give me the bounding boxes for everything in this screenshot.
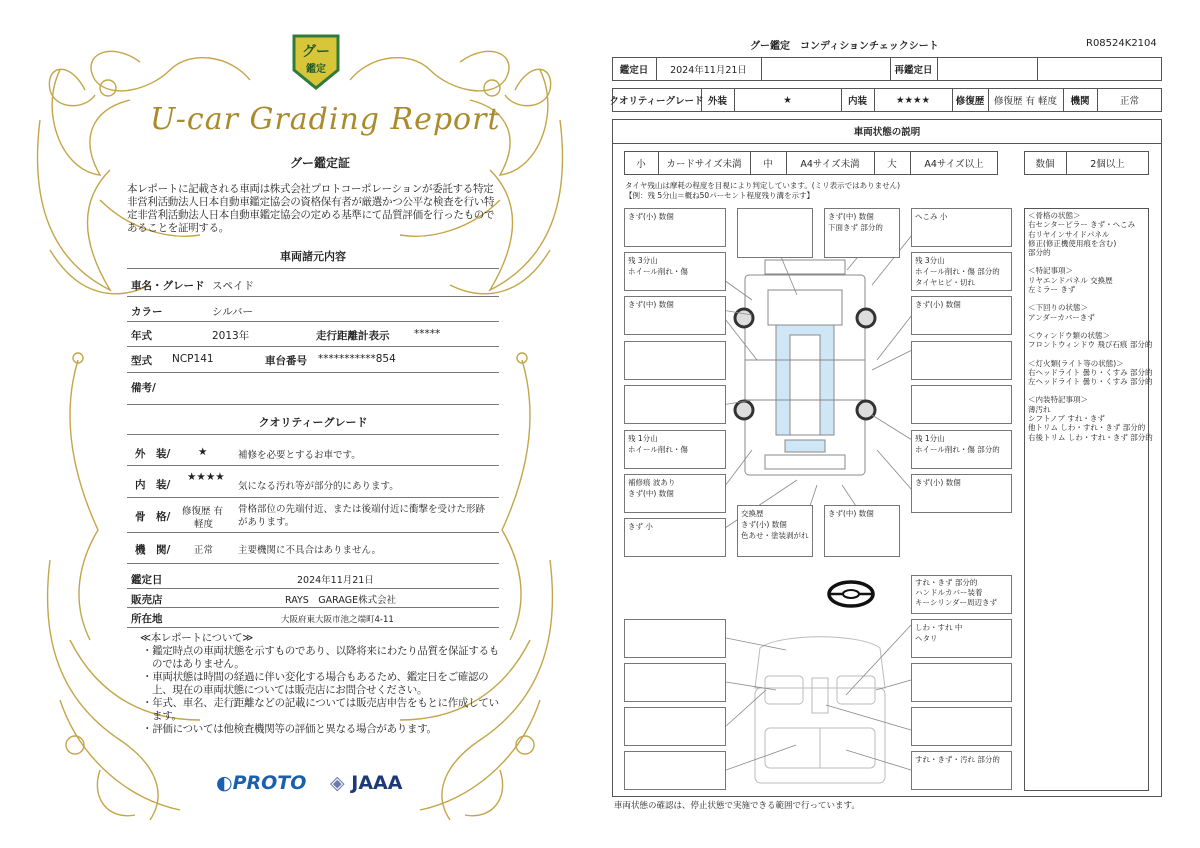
year-label: 年式 bbox=[131, 330, 152, 342]
svg-text:鑑定: 鑑定 bbox=[306, 64, 326, 75]
interior-damage-box bbox=[911, 707, 1012, 746]
quality-section-title: クオリティーグレード bbox=[258, 416, 368, 429]
recheck-date-label: 再鑑定日 bbox=[894, 65, 933, 76]
interior-damage-box: すれ・きず 部分的 ハンドルカバー装着 キーシリンダー周辺きず bbox=[911, 575, 1012, 614]
count-value: 2個以上 bbox=[1090, 159, 1125, 170]
check-date-value: 2024年11月21日 bbox=[670, 65, 747, 76]
damage-box bbox=[911, 341, 1012, 380]
divider bbox=[127, 588, 499, 589]
notice-item: ・車両状態は時間の経過に伴い変化する場合もあるため、鑑定日をご確認の上、現在の車両状態については販売店にお問合せください。 bbox=[142, 671, 489, 696]
exterior-value: ★ bbox=[783, 94, 792, 106]
interior-stars: ★★★★ bbox=[187, 471, 225, 483]
interior-damage-box: すれ・きず・汚れ 部分的 bbox=[911, 751, 1012, 790]
mileage-value: ***** bbox=[414, 328, 441, 340]
divider bbox=[127, 268, 499, 269]
condition-notes: ＜骨格の状態＞ 右センターピラー きず・へこみ 右リヤインサイドパネル 修正(修正機使用痕を含む) 部分的 ＜特記事項＞ リヤエンドパネル 交換歴 左ミラー きず ＜下回りの状態＞ アンダーカバーきず ＜ウィンドウ類の状態＞ フロントウィンドウ 飛び石痕 部分的 ＜灯火類(ライト等の状態)＞ 右ヘッドライト 曇り・くすみ 部分的 左ヘッドライト 曇り・くすみ 部分的 ＜内装特記事項＞ 薄汚れ シフトノブ すれ・きず 他トリム しわ・すれ・きず 部分的 右後トリム しわ・すれ・きず 部分的 bbox=[1028, 211, 1153, 442]
tire-note-2: 【例：残 5分山＝概ね50パーセント程度残り溝を示す】 bbox=[625, 191, 815, 200]
certificate-title: グー鑑定証 bbox=[289, 156, 350, 170]
frame-value-1: 修復歴 有 bbox=[182, 506, 224, 517]
chassis-value: ***********854 bbox=[318, 353, 396, 365]
date-label: 鑑定日 bbox=[131, 574, 163, 586]
certificate-body: 本レポートに記載される車両は株式会社プロトコーポレーションが委託する特定非営利活動法人日本自動車鑑定協会の資格保有者が厳選かつ公平な検査を行い特定非営利活動法人日本自動車鑑定協会の定める基準にて品質評価を行ったものであることを証明する。 bbox=[127, 183, 495, 234]
divider bbox=[127, 465, 499, 466]
interior-damage-box bbox=[911, 663, 1012, 702]
size-large-desc: A4サイズ以上 bbox=[924, 159, 984, 170]
chassis-label: 車台番号 bbox=[265, 355, 307, 367]
proto-logo: ◐PROTO bbox=[216, 772, 307, 794]
repair-history-value: 修復歴 有 軽度 bbox=[993, 96, 1058, 107]
interior-label: 内装 bbox=[847, 96, 867, 107]
interior-leader-lines bbox=[726, 620, 916, 780]
damage-box: きず(小) 数個 bbox=[911, 296, 1012, 335]
damage-box bbox=[624, 385, 726, 424]
size-large: 大 bbox=[887, 159, 897, 170]
notice-item: ・評価については他検査機関等の評価と異なる場合があります。 bbox=[142, 723, 437, 735]
interior-damage-box bbox=[624, 619, 726, 658]
check-date-label: 鑑定日 bbox=[619, 65, 649, 76]
dealer-value: RAYS GARAGE株式会社 bbox=[285, 595, 397, 606]
engine-label: 機関 bbox=[1070, 96, 1090, 107]
color-label: カラー bbox=[131, 306, 163, 318]
interior-value: ★★★★ bbox=[895, 94, 931, 106]
notice-item: ・鑑定時点の車両状態を示すものであり、以降将来にわたり品質を保証するものではありません。 bbox=[142, 645, 499, 670]
model-value: NCP141 bbox=[172, 353, 214, 365]
size-small-desc: カードサイズ未満 bbox=[666, 159, 742, 170]
report-id: R08524K2104 bbox=[1086, 38, 1157, 49]
mileage-label: 走行距離計表示 bbox=[316, 330, 390, 342]
damage-box: きず(中) 数個 bbox=[824, 505, 900, 557]
address-label: 所在地 bbox=[131, 613, 163, 625]
footer-note: 車両状態の確認は、停止状態で実施できる範囲で行っています。 bbox=[614, 801, 860, 811]
svg-text:グー: グー bbox=[302, 44, 330, 60]
interior-label: 内 装/ bbox=[135, 479, 171, 491]
damage-box: きず(小) 数個 bbox=[911, 474, 1012, 513]
engine-label: 機 関/ bbox=[135, 544, 171, 556]
interior-damage-box bbox=[624, 663, 726, 702]
steering-wheel-icon bbox=[826, 578, 876, 610]
report-script-title: U-car Grading Report bbox=[150, 102, 501, 137]
damage-box: きず(小) 数個 bbox=[624, 208, 726, 247]
damage-box: 残 1分山 ホイール削れ・傷 bbox=[624, 430, 726, 469]
exterior-stars: ★ bbox=[198, 446, 208, 458]
divider bbox=[127, 563, 499, 564]
jaaa-logo: ◈ JAAA bbox=[330, 772, 403, 794]
engine-desc: 主要機関に不具合はありません。 bbox=[238, 545, 382, 556]
notice-title: ≪本レポートについて≫ bbox=[140, 632, 253, 644]
interior-desc: 気になる汚れ等が部分的にあります。 bbox=[238, 481, 399, 492]
divider bbox=[127, 532, 499, 533]
notice-item: ・年式、車名、走行距離などの記載については販売店申告をもとに作成しています。 bbox=[142, 697, 499, 722]
divider bbox=[127, 434, 499, 435]
remarks-label: 備考/ bbox=[131, 382, 156, 394]
engine-value: 正常 bbox=[1119, 96, 1139, 107]
condition-title: 車両状態の説明 bbox=[853, 127, 921, 138]
year-value: 2013年 bbox=[212, 330, 250, 342]
divider bbox=[127, 497, 499, 498]
repair-history-label: 修復歴 bbox=[955, 96, 985, 107]
exterior-desc: 補修を必要とするお車です。 bbox=[238, 450, 361, 461]
damage-box bbox=[737, 208, 813, 258]
interior-damage-box: しわ・すれ 中 ヘタリ bbox=[911, 619, 1012, 658]
tire-note-1: タイヤ残山は摩耗の程度を目視により判定しています。(ミリ表示ではありません) bbox=[625, 181, 901, 190]
size-mid-desc: A4サイズ未満 bbox=[800, 159, 860, 170]
exterior-label: 外 装/ bbox=[135, 448, 171, 460]
count-label: 数個 bbox=[1035, 159, 1055, 170]
frame-desc: 骨格部位の先端付近、または後端付近に衝撃を受けた形跡があります。 bbox=[238, 504, 486, 528]
exterior-label: 外装 bbox=[707, 96, 727, 107]
divider bbox=[127, 404, 499, 405]
damage-box: 残 1分山 ホイール削れ・傷 部分的 bbox=[911, 430, 1012, 469]
date-value: 2024年11月21日 bbox=[297, 575, 374, 586]
damage-box: 交換歴 きず(小) 数個 色あせ・塗装剥がれ bbox=[737, 505, 813, 557]
damage-box: 補修痕 波あり きず(中) 数個 bbox=[624, 474, 726, 513]
divider bbox=[127, 607, 499, 608]
divider bbox=[127, 372, 499, 373]
damage-box: 残 3分山 ホイール削れ・傷 bbox=[624, 252, 726, 291]
damage-box: きず(中) 数個 bbox=[624, 296, 726, 335]
engine-value: 正常 bbox=[194, 545, 214, 556]
goo-appraisal-badge bbox=[288, 32, 344, 92]
interior-damage-box bbox=[624, 751, 726, 790]
frame-value-2: 軽度 bbox=[194, 519, 214, 530]
damage-box: 残 3分山 ホイール削れ・傷 部分的 タイヤヒビ・切れ bbox=[911, 252, 1012, 291]
divider bbox=[127, 346, 499, 347]
damage-box: きず 小 bbox=[624, 518, 726, 557]
divider bbox=[127, 321, 499, 322]
quality-grade-label: クオリティーグレード bbox=[609, 96, 704, 107]
model-label: 型式 bbox=[131, 355, 152, 367]
report-notice bbox=[140, 632, 500, 736]
dealer-label: 販売店 bbox=[131, 594, 163, 606]
sheet-title: グー鑑定 コンディションチェックシート bbox=[750, 41, 939, 52]
size-small: 小 bbox=[636, 159, 646, 170]
damage-box: きず(中) 数個 下面きず 部分的 bbox=[824, 208, 900, 258]
divider bbox=[127, 627, 499, 628]
color-value: シルバー bbox=[212, 306, 254, 318]
condition-check-sheet bbox=[600, 0, 1200, 848]
interior-damage-box bbox=[624, 707, 726, 746]
frame-label: 骨 格/ bbox=[135, 511, 171, 523]
car-name-label: 車名・グレード bbox=[131, 280, 205, 292]
damage-box: へこみ 小 bbox=[911, 208, 1012, 247]
car-name-value: スペイド bbox=[212, 280, 254, 292]
divider bbox=[127, 296, 499, 297]
address-value: 大阪府東大阪市池之端町4-11 bbox=[281, 615, 394, 625]
spec-section-title: 車両諸元内容 bbox=[280, 250, 346, 263]
damage-box bbox=[624, 341, 726, 380]
damage-box bbox=[911, 385, 1012, 424]
size-mid: 中 bbox=[763, 159, 773, 170]
